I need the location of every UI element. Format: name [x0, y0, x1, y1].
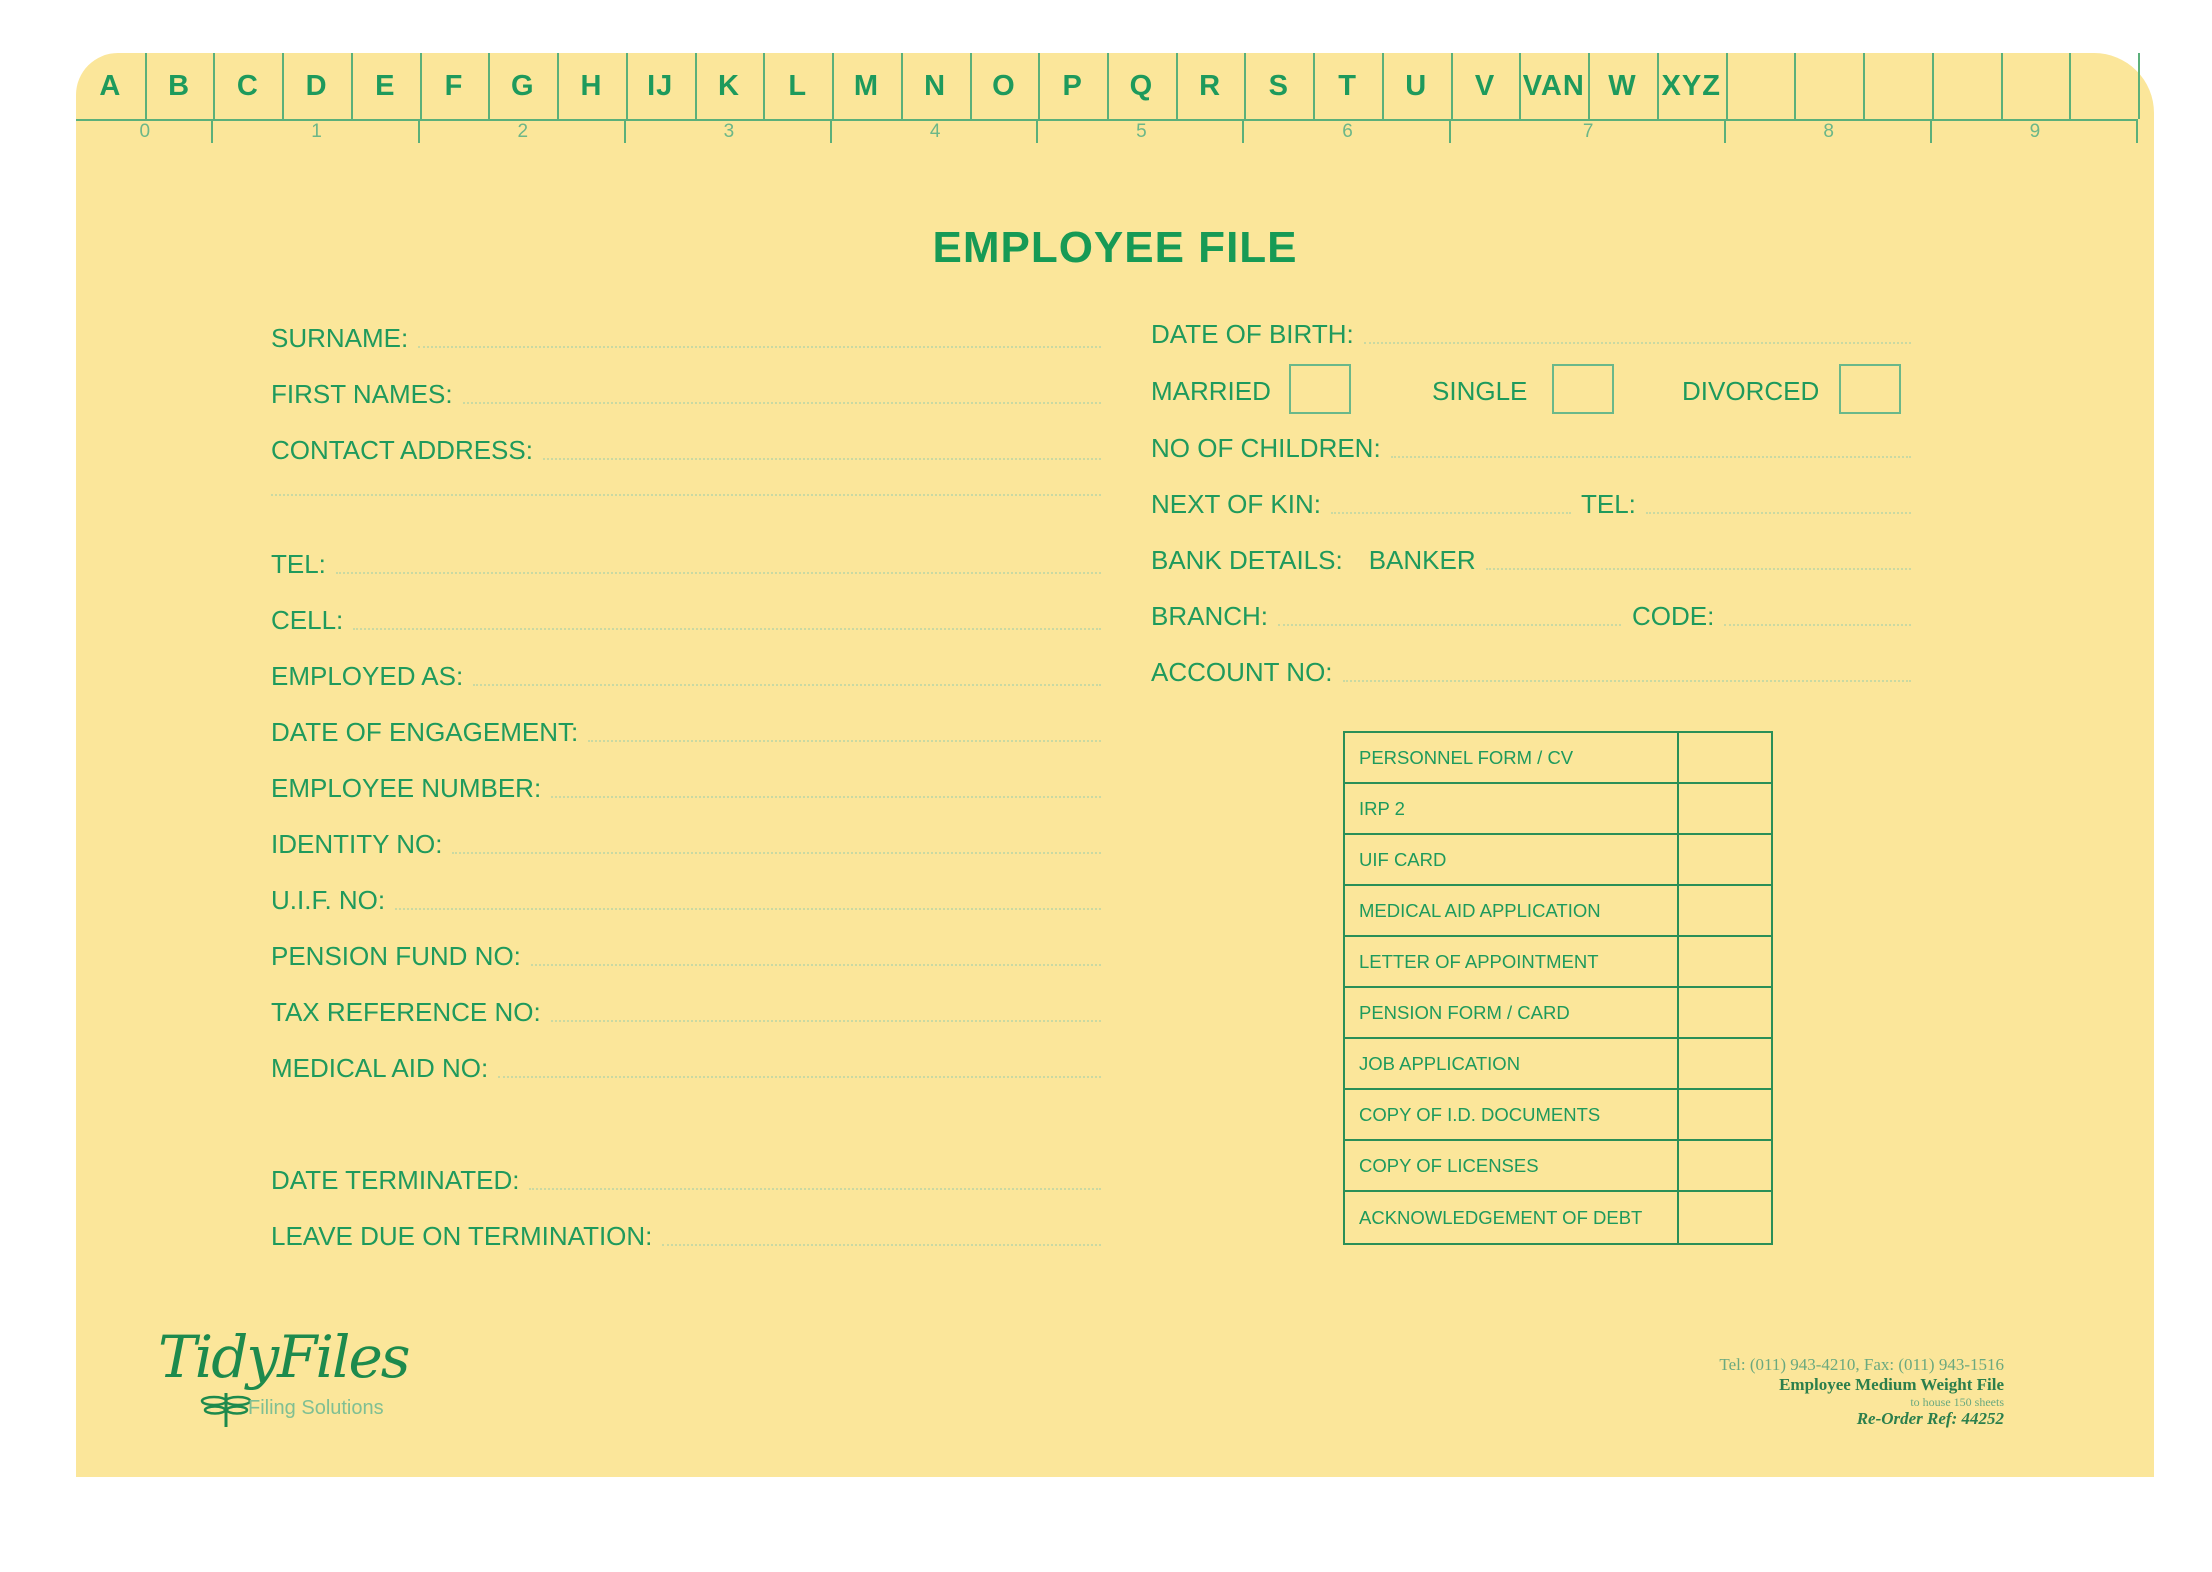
index-tab[interactable]	[2069, 53, 2140, 119]
date-of-engagement-field[interactable]	[271, 717, 1101, 748]
index-tab[interactable]: O	[970, 53, 1041, 119]
bank-details-label: BANK DETAILS:	[1151, 545, 1343, 575]
index-tab[interactable]: IJ	[626, 53, 697, 119]
index-digit: 0	[139, 121, 151, 142]
footer-contact: Tel: (011) 943-4210, Fax: (011) 943-1516	[1719, 1355, 2004, 1374]
employee-number-label: EMPLOYEE NUMBER:	[271, 773, 542, 803]
tel-label: TEL:	[271, 549, 326, 579]
checklist-item-label: PERSONNEL FORM / CV	[1345, 733, 1679, 782]
employee-number-field[interactable]	[271, 773, 1101, 804]
checklist-row	[1345, 1090, 1771, 1141]
index-digit: 2	[517, 121, 529, 142]
checklist-tick-box[interactable]	[1679, 1039, 1771, 1088]
checklist-row	[1345, 886, 1771, 937]
logo-tagline: Filing Solutions	[248, 1397, 384, 1419]
no-of-children-field[interactable]	[1151, 433, 1911, 464]
medical-aid-no-label: MEDICAL AID NO:	[271, 1053, 489, 1083]
index-tab[interactable]: XYZ	[1657, 53, 1728, 119]
index-tab[interactable]: U	[1382, 53, 1453, 119]
account-no-field[interactable]	[1151, 657, 1911, 688]
checklist-tick-box[interactable]	[1679, 1090, 1771, 1139]
branch-label: BRANCH:	[1151, 601, 1269, 631]
index-tab[interactable]: A	[76, 53, 147, 119]
checklist-tick-box[interactable]	[1679, 835, 1771, 884]
index-digit: 1	[311, 121, 322, 142]
contact-address-field[interactable]	[271, 435, 1101, 466]
index-tab[interactable]: VAN	[1519, 53, 1590, 119]
checklist-item-label: UIF CARD	[1345, 835, 1679, 884]
index-tab[interactable]: Q	[1107, 53, 1178, 119]
next-of-kin-field[interactable]	[1151, 489, 1571, 520]
index-tab[interactable]	[2001, 53, 2072, 119]
first-names-field[interactable]	[271, 379, 1101, 410]
cell-field[interactable]	[271, 605, 1101, 636]
married-label: MARRIED	[1151, 376, 1271, 406]
index-tab[interactable]	[1932, 53, 2003, 119]
code-label: CODE:	[1632, 601, 1715, 631]
index-tab[interactable]: D	[282, 53, 353, 119]
cell-label: CELL:	[271, 605, 344, 635]
document-title: EMPLOYEE FILE	[932, 223, 1298, 272]
checklist-row	[1345, 1039, 1771, 1090]
kin-tel-label: TEL:	[1581, 489, 1636, 519]
checklist-row	[1345, 835, 1771, 886]
checklist-row	[1345, 1192, 1771, 1243]
pension-fund-no-field[interactable]	[271, 941, 1101, 972]
employed-as-field[interactable]	[271, 661, 1101, 692]
uif-no-field[interactable]	[271, 885, 1101, 916]
no-of-children-label: NO OF CHILDREN:	[1151, 433, 1381, 463]
checklist-item-label: MEDICAL AID APPLICATION	[1345, 886, 1679, 935]
index-tab[interactable]: M	[832, 53, 903, 119]
first-names-label: FIRST NAMES:	[271, 379, 453, 409]
divorced-checkbox[interactable]	[1839, 364, 1901, 414]
date-terminated-label: DATE TERMINATED:	[271, 1165, 520, 1195]
index-tab[interactable]: K	[695, 53, 766, 119]
index-tab[interactable]: T	[1313, 53, 1384, 119]
date-of-birth-label: DATE OF BIRTH:	[1151, 319, 1354, 349]
checklist-item-label: JOB APPLICATION	[1345, 1039, 1679, 1088]
checklist-row	[1345, 988, 1771, 1039]
employed-as-label: EMPLOYED AS:	[271, 661, 464, 691]
index-tab[interactable]	[1863, 53, 1934, 119]
dragonfly-icon	[200, 1389, 252, 1429]
checklist-tick-box[interactable]	[1679, 733, 1771, 782]
index-tab[interactable]: C	[213, 53, 284, 119]
tax-reference-no-field[interactable]	[271, 997, 1101, 1028]
checklist-tick-box[interactable]	[1679, 988, 1771, 1037]
checklist-item-label: COPY OF LICENSES	[1345, 1141, 1679, 1190]
index-tab[interactable]: V	[1451, 53, 1522, 119]
leave-due-label: LEAVE DUE ON TERMINATION:	[271, 1221, 653, 1251]
index-tab[interactable]: G	[488, 53, 559, 119]
checklist-item-label: PENSION FORM / CARD	[1345, 988, 1679, 1037]
identity-no-label: IDENTITY NO:	[271, 829, 443, 859]
contact-address-line-2[interactable]	[271, 493, 1101, 502]
tidyfiles-logo	[158, 1323, 418, 1443]
tax-reference-no-label: TAX REFERENCE NO:	[271, 997, 541, 1027]
account-no-label: ACCOUNT NO:	[1151, 657, 1333, 687]
checklist-tick-box[interactable]	[1679, 886, 1771, 935]
index-tab[interactable]: H	[557, 53, 628, 119]
single-checkbox[interactable]	[1552, 364, 1614, 414]
date-of-engagement-label: DATE OF ENGAGEMENT:	[271, 717, 579, 747]
alphabet-index-strip	[76, 53, 2138, 119]
date-terminated-field[interactable]	[271, 1165, 1101, 1196]
index-digit: 8	[1823, 121, 1834, 142]
checklist-item-label: IRP 2	[1345, 784, 1679, 833]
checklist-tick-box[interactable]	[1679, 1192, 1771, 1243]
checklist-tick-box[interactable]	[1679, 784, 1771, 833]
checklist-tick-box[interactable]	[1679, 1141, 1771, 1190]
divorced-label: DIVORCED	[1682, 376, 1820, 406]
index-tab[interactable]: P	[1038, 53, 1109, 119]
kin-tel-field[interactable]	[1581, 489, 1911, 520]
checklist-item-label: ACKNOWLEDGEMENT OF DEBT	[1345, 1192, 1679, 1243]
tel-field[interactable]	[271, 549, 1101, 580]
footer-info	[1719, 1355, 2004, 1429]
checklist-item-label: COPY OF I.D. DOCUMENTS	[1345, 1090, 1679, 1139]
index-digit: 5	[1136, 121, 1147, 142]
employee-file-folder	[76, 53, 2154, 1477]
next-of-kin-label: NEXT OF KIN:	[1151, 489, 1321, 519]
branch-field[interactable]	[1151, 601, 1621, 632]
index-tab[interactable]: F	[420, 53, 491, 119]
index-tab[interactable]: W	[1588, 53, 1659, 119]
checklist-tick-box[interactable]	[1679, 937, 1771, 986]
leave-due-field[interactable]	[271, 1221, 1101, 1252]
contact-address-label: CONTACT ADDRESS:	[271, 435, 533, 465]
checklist-item-label: LETTER OF APPOINTMENT	[1345, 937, 1679, 986]
index-tab[interactable]	[1726, 53, 1797, 119]
index-tab[interactable]	[1794, 53, 1865, 119]
index-digit-divider	[2136, 121, 2138, 143]
medical-aid-no-field[interactable]	[271, 1053, 1101, 1084]
index-tab[interactable]: B	[145, 53, 216, 119]
footer-product: Employee Medium Weight File	[1779, 1375, 2004, 1394]
bank-details-field[interactable]	[1151, 545, 1911, 576]
index-tab[interactable]: R	[1176, 53, 1247, 119]
surname-label: SURNAME:	[271, 323, 409, 353]
surname-field[interactable]	[271, 323, 1101, 354]
checklist-row	[1345, 937, 1771, 988]
date-of-birth-field[interactable]	[1151, 319, 1911, 350]
footer-capacity: to house 150 sheets	[1910, 1395, 2004, 1409]
index-tab[interactable]: N	[901, 53, 972, 119]
digit-index-strip	[76, 121, 2138, 143]
index-tab[interactable]: L	[763, 53, 834, 119]
pension-fund-no-label: PENSION FUND NO:	[271, 941, 521, 971]
single-label: SINGLE	[1432, 376, 1528, 406]
code-field[interactable]	[1632, 601, 1911, 632]
identity-no-field[interactable]	[271, 829, 1101, 860]
married-checkbox[interactable]	[1289, 364, 1351, 414]
index-digit: 4	[929, 121, 941, 142]
index-digit: 6	[1342, 121, 1353, 142]
footer-reorder: Re-Order Ref: 44252	[1856, 1409, 2004, 1428]
index-tab[interactable]: S	[1244, 53, 1315, 119]
index-tab[interactable]: E	[351, 53, 422, 119]
banker-label: BANKER	[1368, 545, 1476, 575]
document-checklist	[1343, 731, 1773, 1245]
checklist-row	[1345, 784, 1771, 835]
logo-wordmark: TidyFiles	[158, 1323, 409, 1391]
index-digit: 3	[723, 121, 735, 142]
checklist-row	[1345, 1141, 1771, 1192]
index-digit: 7	[1582, 121, 1594, 142]
index-digit: 9	[2029, 121, 2041, 142]
uif-no-label: U.I.F. NO:	[271, 885, 386, 915]
checklist-row	[1345, 733, 1771, 784]
